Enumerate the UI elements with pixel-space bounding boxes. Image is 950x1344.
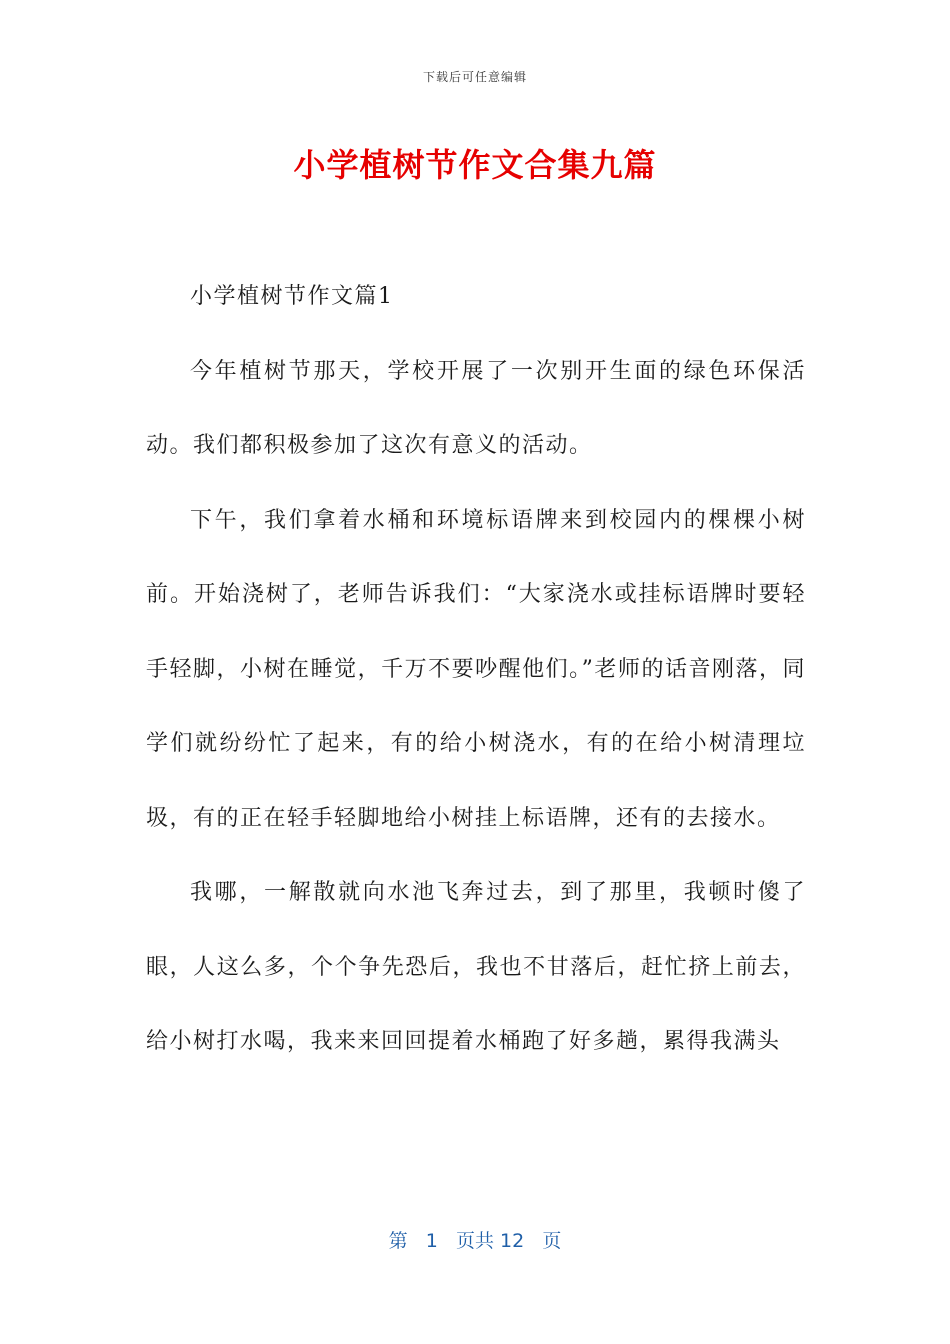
- header-note: 下载后可任意编辑: [422, 70, 527, 84]
- section-heading: 小学植树节作文篇1: [190, 284, 394, 309]
- footer-current-page: 1: [425, 1230, 438, 1252]
- document-title: 小学植树节作文合集九篇: [293, 146, 657, 184]
- footer-prefix: 第: [388, 1230, 408, 1252]
- paragraph: 我哪，一解散就向水池飞奔过去，到了那里，我顿时傻了眼，人这么多，个个争先恐后，我也不甘落后，赶忙挤上前去，给小树打水喝，我来来回回提着水桶跑了好多趟，累得我满头: [146, 880, 806, 1054]
- paragraph: 今年植树节那天，学校开展了一次别开生面的绿色环保活动。我们都积极参加了这次有意义的活动。: [146, 358, 806, 458]
- page-footer: [0, 1226, 950, 1253]
- document-body: [146, 260, 806, 1080]
- footer-middle: 页共: [455, 1230, 494, 1252]
- footer-total-pages: 12: [500, 1230, 525, 1252]
- paragraph: 下午，我们拿着水桶和环境标语牌来到校园内的棵棵小树前。开始浇树了，老师告诉我们：“大家浇水或挂标语牌时要轻手轻脚，小树在睡觉，千万不要吵醒他们。”老师的话音刚落，同学们就纷纷忙了起来，有的给小树浇水，有的在给小树清理垃圾，有的正在轻手轻脚地给小树挂上标语牌，还有的去接水。: [146, 507, 806, 831]
- footer-suffix: 页: [542, 1230, 562, 1252]
